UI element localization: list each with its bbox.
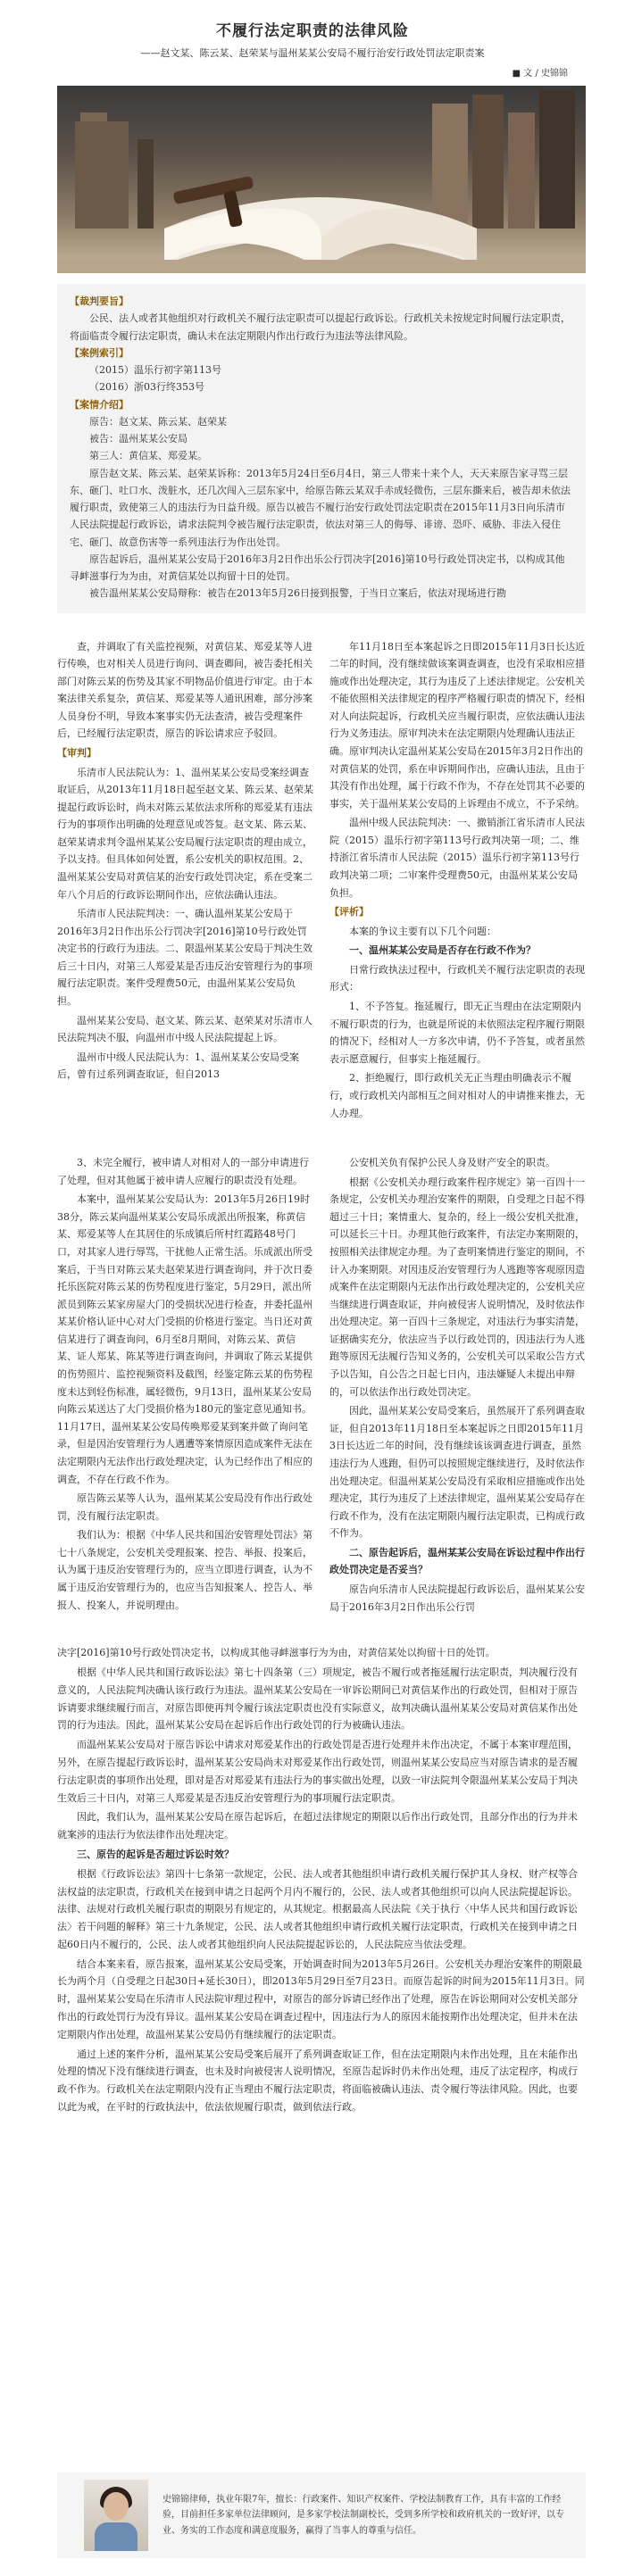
paragraph: 根据《中华人民共和国行政诉讼法》第七十四条第（三）项规定，被告不履行或者拖延履行法定职责，判决履行没有意义的，人民法院判决确认该行政行为违法。温州某某公安局在一审诉讼期间已对黄信某作出的行政处罚，但相对于原告诉请要求继续履行而言，对原告即使再判令履行该法定职责也没有实际意义，故判决确认温州某某公安局对黄信某作出处罚的行为违法。因此，温州某某公安局在起诉后作出行政处罚的行为被确认违法。 bbox=[57, 1666, 578, 1732]
column-left bbox=[57, 638, 313, 1125]
books-gavel-illustration bbox=[57, 86, 586, 273]
question-heading-1: 一、温州某某公安局是否存在行政不作为？ bbox=[349, 944, 536, 957]
article-subtitle: ——赵文某、陈云某、赵荣某与温州某某公安局不履行治安行政处罚法定职责案 bbox=[140, 47, 485, 59]
paragraph: 根据《公安机关办理行政案件程序规定》第一百四十一条规定，公安机关办理治安案件的期限，自受理之日起不得超过三十日；案情重大、复杂的，经上一级公安机关批准，可以延长三十日。办理其他行政案件，有法定办案期限的，按照相关法律规定办理。为了查明案情进行鉴定的期间，不计入办案期限。对因违反治安管理行为人逃跑等客观原因造成案件在法定期限内无法作出行政处理决定的，公安机关应当继续进行调查取证，并向被侵害人说明情况，及时依法作出处理决定。第一百四十三条规定，对违法行为事实清楚，证据确实充分，依法应当予以行政处罚的，因违法行为人逃跑等原因无法履行告知义务的，公安机关可以采取公告方式予以告知，自公告之日起七日内，违法嫌疑人未提出申辩的，可以依法作出行政处罚决定。 bbox=[329, 1176, 585, 1398]
case-index-2: （2016）浙03行终353号 bbox=[89, 381, 204, 394]
paragraph: 乐清市人民法院判决：一、确认温州某某公安局于2016年3月2日作出乐公行罚决字[2016]第10号行政处罚决定书的行政行为违法。二、限温州某某公安局于判决生效后三十日内，对第三人郑爱某是否违反治安管理行为的事项履行法定职责。案件受理费50元，由温州某某公安局负担。 bbox=[57, 908, 312, 1008]
third-party: 第三人：黄信某、郑爱某。 bbox=[89, 450, 207, 462]
facts-paragraph-2: 原告起诉后，温州某某公安局于2016年3月2日作出乐公行罚决字[2016]第10号行政处罚决定书，以构成其他寻衅滋事行为为由，对黄信某处以拘留十日的处罚。 bbox=[70, 553, 565, 582]
paragraph: 我们认为：根据《中华人民共和国治安管理处罚法》第七十八条规定，公安机关受理报案、控告、举报、投案后，认为属于违反治安管理行为的，应当立即进行调查，认为不属于违反治安管理行为的，也应当告知报案人、控告人、举报人、投案人，并说明理由。 bbox=[57, 1529, 312, 1611]
defendant: 被告：温州某某公安局 bbox=[89, 433, 188, 445]
plaintiffs: 原告：赵文某、陈云某、赵荣某 bbox=[89, 415, 227, 428]
full-width-section bbox=[57, 1644, 586, 2116]
column-right bbox=[329, 1154, 586, 1617]
article-header bbox=[0, 0, 625, 60]
paragraph: 原告向乐清市人民法院提起行政诉讼后，温州某某公安局于2016年3月2日作出乐公行罚 bbox=[329, 1583, 585, 1613]
column-right bbox=[329, 638, 586, 1125]
columns-mid bbox=[57, 1154, 586, 1617]
paragraph: 结合本案来看，原告报案，温州某某公安局受案，开始调查时间为2013年5月26日。公安机关办理治安案件的期限最长为两个月（自受理之日起30日+延长30日），即2013年5月29日至7月23日。而原告起诉的时间为2015年11月3日。同时，温州某某公安局在乐清市人民法院审理过程中，对原告的部分诉请已经作出了处理，原告在诉讼期间对公安机关部分作出的行政处罚行为没有异议。温州某某公安局在调查过程中，因违法行为人的原因未能按期作出处理决定，但并未在法定期限内作出处理，故温州某某公安局仍有继续履行的法定职责。 bbox=[57, 1957, 585, 2040]
paragraph: 2、拒绝履行，即行政机关无正当理由明确表示不履行，或行政机关内部相互之间对相对人的申请推来推去，无人办理。 bbox=[329, 1072, 585, 1119]
paragraph: 查，并调取了有关监控视频，对黄信某、郑爱某等人进行传唤，也对相关人员进行询问、调查卿间，被告委托相关部门对陈云某的伤势及其家不明物品价值进行审定。由于本案法律关系复杂，黄信某、郑爱某等人通讯困难，部分涉案人员身份不明，导致本案事实仍无法查清，被告受理案件后，已经履行法定职责，原告的诉讼请求应予驳回。 bbox=[57, 640, 312, 740]
facts-paragraph-1: 原告赵文某、陈云某、赵荣某诉称：2013年5月24日至6月4日，第三人带来十来个人，天天来原告家寻骂三层东、砸门、吐口水、泼脏水，还几次闯入三层东家中，给原告陈云某双手赤成轻微伤，三层东撕来后，被告却未依法履行职责，致使第三人的违法行为日益升级。原告以被告不履行治安行政处罚法定职责在2015年11月3日向乐清市人民法院提起行政诉讼，请求法院判令被告履行法定职责，依法对第三人的侮辱、诽谤、恐吓、威胁、非法入侵住宅、砸门、故意伤害等一系列违法行为作出处罚。 bbox=[70, 467, 571, 548]
columns-top bbox=[57, 638, 586, 1125]
paragraph: 因此，温州某某公安局受案后，虽然展开了系列调查取证，但自2013年11月18日至本案起诉之日即2015年11月3日长达近二年的时间，没有继续该该调查进行调查，虽然违法行为人逃跑，但仍可以按照规定继续进行，及时依法作出处理决定。但温州某某公安局没有采取相应措施或作出处理决定，其行为违反了上述法律规定，温州某某公安局存在行政不作为，没有在法定期限内履行法定职责，已构成行政不作为。 bbox=[329, 1405, 585, 1540]
case-index-1: （2015）温乐行初字第113号 bbox=[89, 364, 221, 376]
column-left bbox=[57, 1154, 313, 1617]
summary-text: 公民、法人或者其他组织对行政机关不履行法定职责可以提起行政诉讼。行政机关未按规定时间履行法定职责，将面临责令履行法定职责，确认未在法定期限内作出行政行为违法等法律风险。 bbox=[70, 312, 571, 342]
section-heading-analysis: 【评析】 bbox=[329, 906, 369, 918]
summary-heading: 【裁判要旨】 bbox=[70, 295, 129, 307]
paragraph: 公安机关负有保护公民人身及财产安全的职责。 bbox=[349, 1157, 555, 1169]
paragraph: 决字[2016]第10号行政处罚决定书，以构成其他寻衅滋事行为为由，对黄信某处以拘留十日的处罚。 bbox=[57, 1647, 496, 1659]
paragraph: 本案中，温州某某公安局认为：2013年5月26日19时38分，陈云某向温州某某公安局乐成派出所报案，称黄信某、郑爱某等人在其居住的乐成镇后所村红霞路48号门口，对其家人进行辱骂，干扰他人正常生活。乐成派出所受案后，于当日对陈云某夫赵荣某进行调查询问，并于次日委托乐医院对陈云某的伤势程度进行鉴定，5月29日，派出所派员到陈云某家房屋大门的受损状况进行检查，并委托温州某某价格认证中心对大门受损的价格进行鉴定。当日还对黄信某进行了调查询问，6月至8月期间，对陈云某、黄信某、证人郑某、陈某等进行调查询问，并调取了陈云某提供的伤势照片、监控视频资料及截图，经鉴定陈云某的伤势程度未达到轻伤标准，属轻微伤，9月13日，温州某某公安局向陈云某送达了大门受损价格为180元的鉴定意见通知书。11月17日，温州某某公安局传唤郑爱某到案并做了询问笔录，但是因治安管理行为人遇遭等案情原因造成案件无法在法定期限内无法作出行政处理决定，认为已经作出了相应的调查，不存在行政不作为。 bbox=[57, 1193, 312, 1485]
paragraph: 根据《行政诉讼法》第四十七条第一款规定，公民、法人或者其他组织申请行政机关履行保护其人身权、财产权等合法权益的法定职责，行政机关在接到申请之日起两个月内不履行的，公民、法人或者其他组织可以向人民法院提起诉讼。法律、法规对行政机关履行职责的期限另有规定的，从其规定。根据最高人民法院《关于执行〈中华人民共和国行政诉讼法〉若干问题的解释》第三十九条规定，公民、法人或者其他组织申请行政机关履行法定职责，行政机关在接到申请之日起60日内不履行的，公民、法人或者其他组织向人民法院提起诉讼的，人民法院应当依法受理。 bbox=[57, 1867, 578, 1950]
author-photo bbox=[84, 2480, 148, 2551]
index-heading: 【案例索引】 bbox=[70, 346, 129, 359]
byline: ■ 文 / 史锦锦 bbox=[512, 69, 568, 79]
facts-paragraph-3: 被告温州某某公安局辩称：被告在2013年5月26日接到报警，于当日立案后，依法对现场进行勘 bbox=[89, 587, 506, 600]
article-title: 不履行法定职责的法律风险 bbox=[216, 22, 409, 40]
paragraph: 3、未完全履行，被申请人对相对人的一部分申请进行了处理，但对其他属于被申请人应履行的职责没有处理。 bbox=[57, 1157, 309, 1186]
paragraph: 温州某某公安局、赵文某、陈云某、赵荣某对乐清市人民法院判决不服，向温州市中级人民法院提起上诉。 bbox=[57, 1014, 312, 1044]
paragraph: 因此，我们认为，温州某某公安局在原告起诉后，在超过法律规定的期限以后作出行政处罚，且部分作出的行为并未就案涉的违法行为依法律作出处理决定。 bbox=[57, 1811, 578, 1841]
paragraph: 而温州某某公安局对于原告诉讼中请求对郑爱某作出的行政处罚是否进行处理并未作出决定，不属于本案审理范围，另外，在原告提起行政诉讼时，温州某某公安局尚未对郑爱某作出行政处罚，则温州某某公安局应当对原告请求的是否履行法定职责的事项作出处理，即对是否对郑爱某有违法行为的事实做出处理，以致一审法院判令限温州某某公安局于判决生效后三十日内，对第三人郑爱某是否违反治安管理行为的事项履行法定职责。 bbox=[57, 1739, 578, 1804]
paragraph: 1、不予答复。拖延履行，即无正当理由在法定期限内不履行职责的行为，也就是所说的未依照法定程序履行期限的情况下，经相对人一方多次申请，仍不予答复，或者虽然表示愿意履行，但事实上拖延履行。 bbox=[329, 1001, 585, 1065]
paragraph: 年11月18日至本案起诉之日即2015年11月3日长达近二年的时间，没有继续做该案调查调查，也没有采取相应措施或作出处理决定，其行为违反了上述法律规定。公安机关不能依照相关法律规定的程序严格履行职责的情况下，经相对人向法院起诉，行政机关应当履行职责，应依法确认违法行为义务违法。原审判决未在法定期限内处理确认违法正确。原审判决认定温州某某公安局在2015年3月2日作出的对黄信某的处罚，系在申诉期间作出，应确认违法，且由于其没有作出处理，属于行政不作为，不存在处罚其不必要的事实，关于温州某某公安局的上诉理由不成立，不予采纳。 bbox=[329, 640, 585, 810]
case-summary-box bbox=[57, 284, 586, 613]
intro-heading: 【案情介绍】 bbox=[70, 398, 129, 411]
question-heading-3: 三、原告的起诉是否超过诉讼时效？ bbox=[77, 1848, 234, 1860]
paragraph: 通过上述的案件分析，温州某某公安局受案后展开了系列调查取证工作，但在法定期限内未作出处理，且在未能作出处理的情况下没有继续进行调查，也未及时向被侵害人说明情况，至原告起诉时仍未作出处理，违反了法定程序，构成行政不作为。行政机关在法定期限内没有正当理由不履行法定职责，将面临被确认违法、责令履行等法律风险。因此，也要以此为戒，在平时的行政执法中，依法依规履行职责，做到依法行政。 bbox=[57, 2048, 578, 2114]
paragraph: 温州市中级人民法院认为：1、温州某某公安局受案后，曾有过系列调查取证，但自2013 bbox=[57, 1051, 299, 1081]
paragraph: 乐清市人民法院认为：1、温州某某公安局受案经调查取证后，从2013年11月18日起至赵文某、陈云某、赵荣某提起行政诉讼时，尚未对陈云某依法求所称的郑爱某有违法行为的事项作出明确的处理意见或答复。赵文某、陈云某、赵荣某请求判令温州某某公安局履行法定职责的理由成立，予以支持。但具体如何处置，系公安机关的职权范围。2、温州某某公安局对黄信某的治安行政处罚决定，系在受案二年八个月后的行政诉讼期间作出，应依法确认违法。 bbox=[57, 766, 313, 901]
question-heading-2: 二、原告起诉后，温州某某公安局在诉讼过程中作出行政处罚决定是否妥当？ bbox=[329, 1546, 585, 1576]
author-box bbox=[57, 2472, 586, 2558]
author-bio: 史锦锦律师，执业年限7年，擅长：行政案件、知识产权案件、学校法制教育工作，具有丰富的工作经验，目前担任多家单位法律顾问，是多家学校法制副校长，受到多所学校和政府机关的一致好评，以专业、务实的工作态度和满意度服务，赢得了当事人的尊重与信任。 bbox=[162, 2494, 564, 2536]
section-heading-judgment: 【审判】 bbox=[57, 746, 96, 759]
paragraph: 温州中级人民法院判决：一、撤销浙江省乐清市人民法院（2015）温乐行初字第113号行政判决第一项；二、维持浙江省乐清市人民法院（2015）温乐行初字第113号行政判决第二项；二审案件受理费50元，由温州某某公安局负担。 bbox=[329, 817, 585, 899]
paragraph: 原告陈云某等人认为，温州某某公安局没有作出行政处罚，没有履行法定职责。 bbox=[57, 1492, 312, 1522]
paragraph: 日常行政执法过程中，行政机关不履行法定职责的表现形式： bbox=[329, 963, 585, 993]
paragraph: 本案的争议主要有以下几个问题： bbox=[349, 925, 496, 937]
hero-image bbox=[57, 86, 586, 273]
